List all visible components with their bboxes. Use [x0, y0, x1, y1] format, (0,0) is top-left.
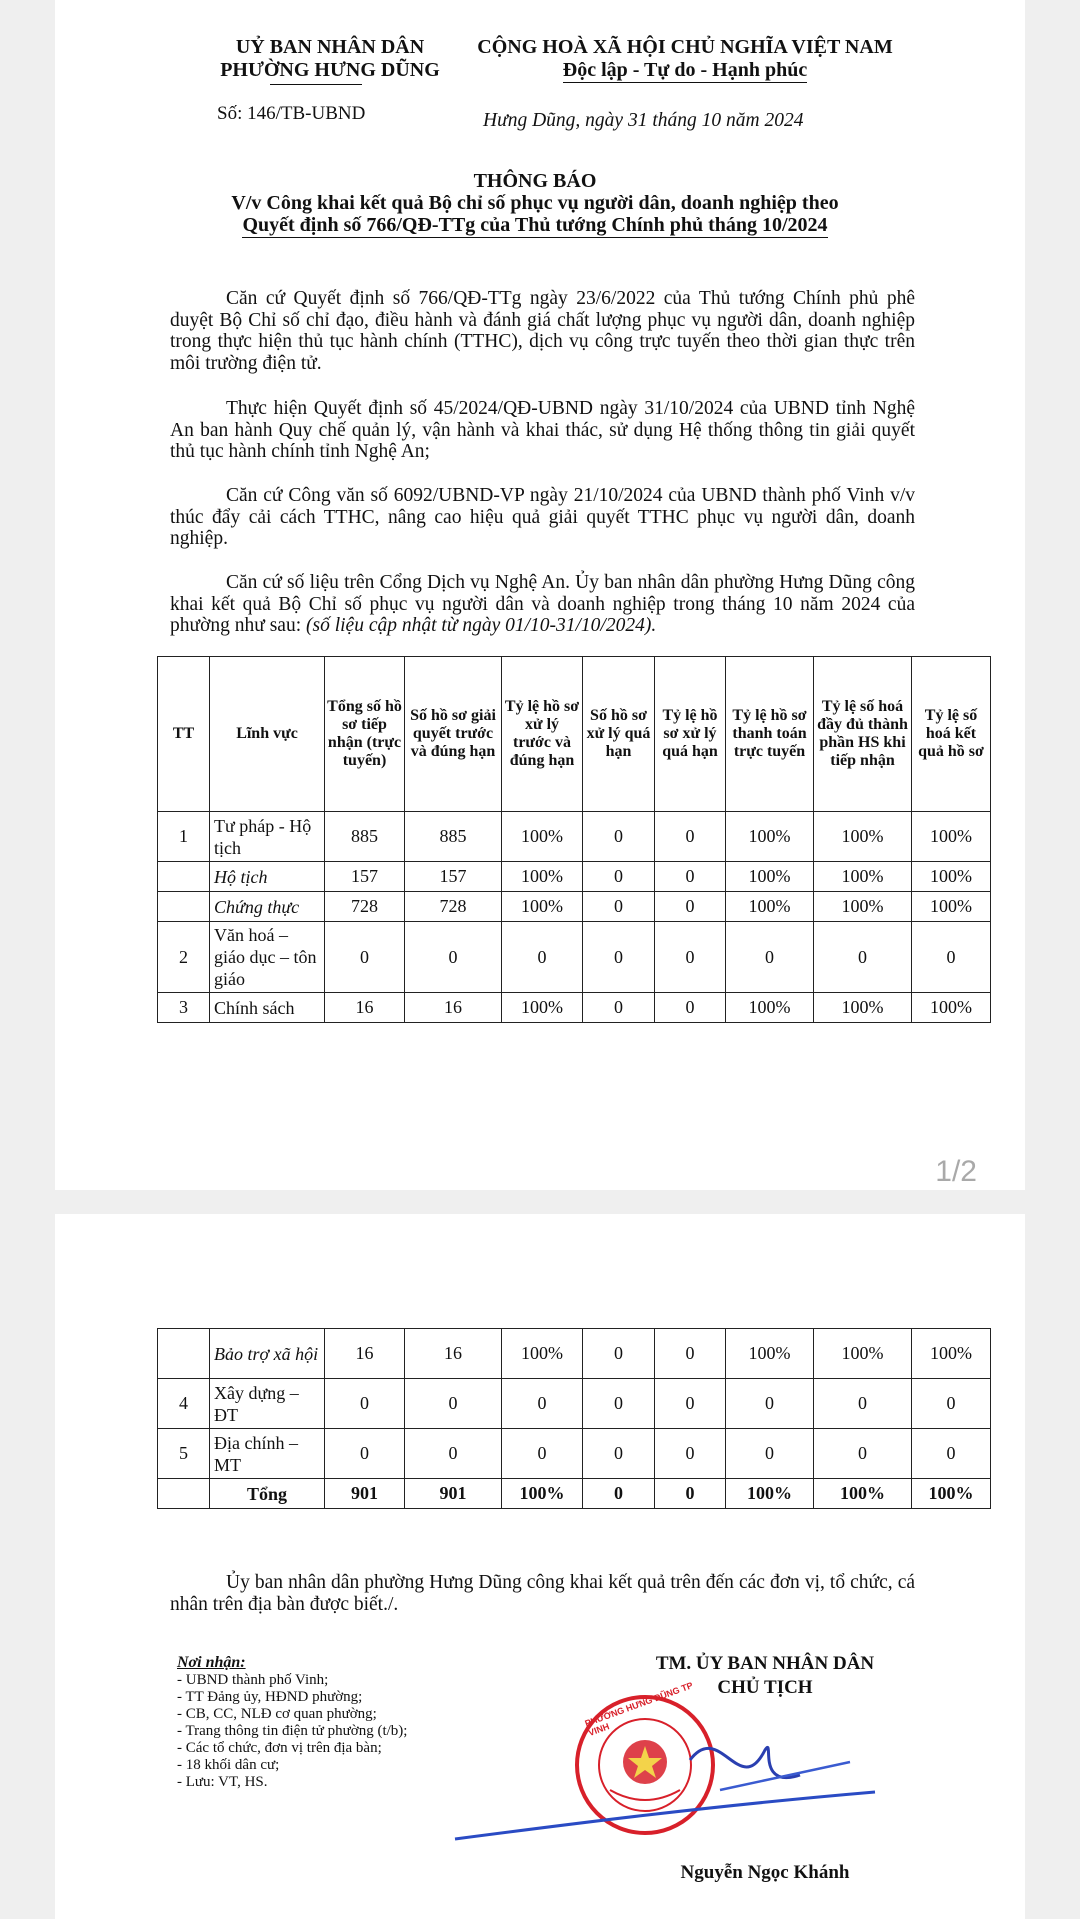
cell-value: 100% — [502, 892, 583, 922]
header-so-hoa-kq: Tỷ lệ số hoá kết quả hồ sơ — [912, 657, 991, 812]
cell-value: 100% — [502, 812, 583, 862]
cell-value: 100% — [814, 1329, 912, 1379]
cell-value: 100% — [912, 892, 991, 922]
table-header-row — [158, 657, 991, 812]
cell-value: 0 — [583, 922, 655, 993]
header-ty-le-dung-han: Tỷ lệ hồ sơ xử lý trước và đúng hạn — [502, 657, 583, 812]
cell-value: 100% — [502, 1329, 583, 1379]
cell-value: 0 — [583, 812, 655, 862]
header-dung-han: Số hồ sơ giải quyết trước và đúng hạn — [405, 657, 502, 812]
paragraph-4: Căn cứ số liệu trên Cổng Dịch vụ Nghệ An. Ủy ban nhân dân phường Hưng Dũng công khai kết quả Bộ Chỉ số phục vụ người dân và doanh nghiệp trong tháng 10 năm 2024 của phường như sau: (số liệu cập nhật từ ngày 01/10-31/10/2024). — [170, 572, 915, 636]
header-thanh-toan: Tỷ lệ hồ sơ thanh toán trực tuyến — [726, 657, 814, 812]
cell-value: 0 — [655, 1429, 726, 1479]
recipients-label: Nơi nhận: — [177, 1654, 246, 1671]
signature-stroke — [450, 1784, 880, 1844]
agency-header: UỶ BAN NHÂN DÂN PHƯỜNG HƯNG DŨNG — [220, 36, 440, 81]
cell-tt — [158, 1479, 210, 1509]
cell-value: 0 — [655, 812, 726, 862]
results-table-page2 — [157, 1328, 991, 1509]
header-ty-le-qua-han: Tỷ lệ hồ sơ xử lý quá hạn — [655, 657, 726, 812]
recipient-item: - Các tổ chức, đơn vị trên địa bàn; — [177, 1740, 382, 1756]
cell-value: 0 — [814, 1379, 912, 1429]
cell-value: 0 — [655, 1379, 726, 1429]
cell-value: 0 — [814, 1429, 912, 1479]
cell-value: 0 — [502, 922, 583, 993]
cell-value: 0 — [912, 1429, 991, 1479]
table-row — [158, 1429, 991, 1479]
cell-value: 0 — [583, 1379, 655, 1429]
page-indicator: 1/2 — [935, 1155, 977, 1188]
cell-tt: 1 — [158, 812, 210, 862]
cell-value: 100% — [502, 993, 583, 1023]
table-row — [158, 1379, 991, 1429]
cell-value: 0 — [726, 922, 814, 993]
cell-linh-vuc: Chính sách — [210, 993, 325, 1023]
document-number: Số: 146/TB-UBND — [217, 103, 366, 124]
cell-value: 0 — [325, 1429, 405, 1479]
cell-value: 100% — [912, 812, 991, 862]
cell-value: 100% — [726, 1329, 814, 1379]
cell-value: 0 — [655, 993, 726, 1023]
table-row — [158, 1479, 991, 1509]
cell-value: 100% — [912, 1479, 991, 1509]
cell-value: 100% — [814, 892, 912, 922]
document-page-2 — [55, 1214, 1025, 1919]
cell-value: 0 — [583, 1429, 655, 1479]
table-row — [158, 922, 991, 993]
cell-value: 0 — [655, 1329, 726, 1379]
cell-linh-vuc: Văn hoá – giáo dục – tôn giáo — [210, 922, 325, 993]
cell-tt: 2 — [158, 922, 210, 993]
notice-title: THÔNG BÁO V/v Công khai kết quả Bộ chỉ số phục vụ người dân, doanh nghiệp theo Quyết định số 766/QĐ-TTg của Thủ tướng Chính phủ tháng 10/2024 — [231, 170, 839, 236]
cell-value: 901 — [405, 1479, 502, 1509]
signature-title: TM. ỦY BAN NHÂN DÂN CHỦ TỊCH — [655, 1653, 875, 1698]
table-row — [158, 892, 991, 922]
cell-value: 16 — [405, 993, 502, 1023]
cell-value: 0 — [912, 1379, 991, 1429]
cell-value: 0 — [814, 922, 912, 993]
cell-value: 100% — [912, 993, 991, 1023]
cell-value: 0 — [405, 922, 502, 993]
cell-linh-vuc: Tư pháp - Hộ tịch — [210, 812, 325, 862]
cell-value: 0 — [655, 922, 726, 993]
cell-value: 16 — [405, 1329, 502, 1379]
cell-value: 100% — [726, 1479, 814, 1509]
cell-value: 0 — [655, 862, 726, 892]
paragraph-3: Căn cứ Công văn số 6092/UBND-VP ngày 21/10/2024 của UBND thành phố Vinh v/v thúc đẩy cải cách TTHC, nâng cao hiệu quả giải quyết TTHC phục vụ người dân, doanh nghiệp. — [170, 485, 915, 549]
cell-value: 0 — [405, 1429, 502, 1479]
table-row — [158, 993, 991, 1023]
header-tong-so: Tổng số hồ sơ tiếp nhận (trực tuyến) — [325, 657, 405, 812]
cell-value: 100% — [502, 862, 583, 892]
cell-linh-vuc: Hộ tịch — [210, 862, 325, 892]
cell-value: 16 — [325, 1329, 405, 1379]
header-tt: TT — [158, 657, 210, 812]
cell-value: 100% — [814, 1479, 912, 1509]
table-row — [158, 1329, 991, 1379]
cell-value: 728 — [405, 892, 502, 922]
header-qua-han: Số hồ sơ xử lý quá hạn — [583, 657, 655, 812]
cell-linh-vuc: Xây dựng – ĐT — [210, 1379, 325, 1429]
recipients — [177, 1654, 497, 1791]
cell-value: 100% — [726, 993, 814, 1023]
cell-value: 0 — [655, 892, 726, 922]
seal-text: PHƯỜNG HƯNG DŨNG TP VINH — [583, 1680, 695, 1738]
cell-value: 100% — [726, 892, 814, 922]
cell-value: 885 — [325, 812, 405, 862]
cell-value: 0 — [583, 892, 655, 922]
signer-name: Nguyễn Ngọc Khánh — [680, 1862, 850, 1883]
cell-value: 728 — [325, 892, 405, 922]
cell-value: 100% — [814, 812, 912, 862]
cell-tt — [158, 862, 210, 892]
recipients-list — [177, 1672, 497, 1791]
table-row — [158, 862, 991, 892]
cell-value: 0 — [726, 1429, 814, 1479]
cell-value: 0 — [502, 1379, 583, 1429]
cell-value: 0 — [583, 993, 655, 1023]
recipient-item: - CB, CC, NLĐ cơ quan phường; — [177, 1706, 377, 1722]
recipient-item: - Trang thông tin điện tử phường (t/b); — [177, 1723, 408, 1739]
cell-tt — [158, 892, 210, 922]
cell-tt: 4 — [158, 1379, 210, 1429]
cell-value: 0 — [502, 1429, 583, 1479]
cell-value: 100% — [726, 862, 814, 892]
cell-value: 0 — [325, 922, 405, 993]
paragraph-2: Thực hiện Quyết định số 45/2024/QĐ-UBND ngày 31/10/2024 của UBND tỉnh Nghệ An ban hành Quy chế quản lý, vận hành và khai thác, sử dụng Hệ thống thông tin giải quyết thủ tục hành chính tỉnh Nghệ An; — [170, 398, 915, 462]
cell-value: 885 — [405, 812, 502, 862]
cell-tt: 3 — [158, 993, 210, 1023]
cell-value: 100% — [912, 862, 991, 892]
cell-value: 100% — [814, 862, 912, 892]
place-date: Hưng Dũng, ngày 31 tháng 10 năm 2024 — [483, 110, 804, 131]
cell-value: 0 — [912, 922, 991, 993]
recipient-item: - 18 khối dân cư; — [177, 1757, 280, 1773]
paragraph-1: Căn cứ Quyết định số 766/QĐ-TTg ngày 23/6/2022 của Thủ tướng Chính phủ phê duyệt Bộ Chỉ số chỉ đạo, điều hành và đánh giá chất lượng phục vụ người dân, doanh nghiệp trong thực hiện thủ tục hành chính (TTHC), dịch vụ công trực tuyến theo thời gian thực trên môi trường điện tử. — [170, 288, 915, 374]
closing-paragraph: Ủy ban nhân dân phường Hưng Dũng công khai kết quả trên đến các đơn vị, tổ chức, cá nhân trên địa bàn được biết./. — [170, 1572, 915, 1615]
cell-value: 0 — [405, 1379, 502, 1429]
cell-tt: 5 — [158, 1429, 210, 1479]
agency-underline — [270, 84, 362, 85]
cell-value: 0 — [325, 1379, 405, 1429]
cell-value: 0 — [726, 1379, 814, 1429]
cell-value: 100% — [502, 1479, 583, 1509]
document-page-1 — [55, 0, 1025, 1190]
cell-value: 100% — [814, 993, 912, 1023]
cell-value: 0 — [583, 862, 655, 892]
recipient-item: - TT Đảng ủy, HĐND phường; — [177, 1689, 363, 1705]
nation-header: CỘNG HOÀ XÃ HỘI CHỦ NGHĨA VIỆT NAM Độc lập - Tự do - Hạnh phúc — [477, 36, 893, 81]
cell-linh-vuc: Địa chính – MT — [210, 1429, 325, 1479]
cell-linh-vuc: Bảo trợ xã hội — [210, 1329, 325, 1379]
cell-value: 100% — [726, 812, 814, 862]
results-table-page1 — [157, 656, 991, 1023]
cell-linh-vuc: Tổng — [210, 1479, 325, 1509]
cell-value: 0 — [655, 1479, 726, 1509]
recipient-item: - Lưu: VT, HS. — [177, 1774, 268, 1790]
cell-value: 157 — [325, 862, 405, 892]
cell-tt — [158, 1329, 210, 1379]
header-linh-vuc: Lĩnh vực — [210, 657, 325, 812]
cell-value: 901 — [325, 1479, 405, 1509]
cell-linh-vuc: Chứng thực — [210, 892, 325, 922]
header-so-hoa-hs: Tỷ lệ số hoá đầy đủ thành phần HS khi tiếp nhận — [814, 657, 912, 812]
cell-value: 157 — [405, 862, 502, 892]
table-row — [158, 812, 991, 862]
recipient-item: - UBND thành phố Vinh; — [177, 1672, 329, 1688]
cell-value: 16 — [325, 993, 405, 1023]
cell-value: 0 — [583, 1479, 655, 1509]
cell-value: 100% — [912, 1329, 991, 1379]
cell-value: 0 — [583, 1329, 655, 1379]
